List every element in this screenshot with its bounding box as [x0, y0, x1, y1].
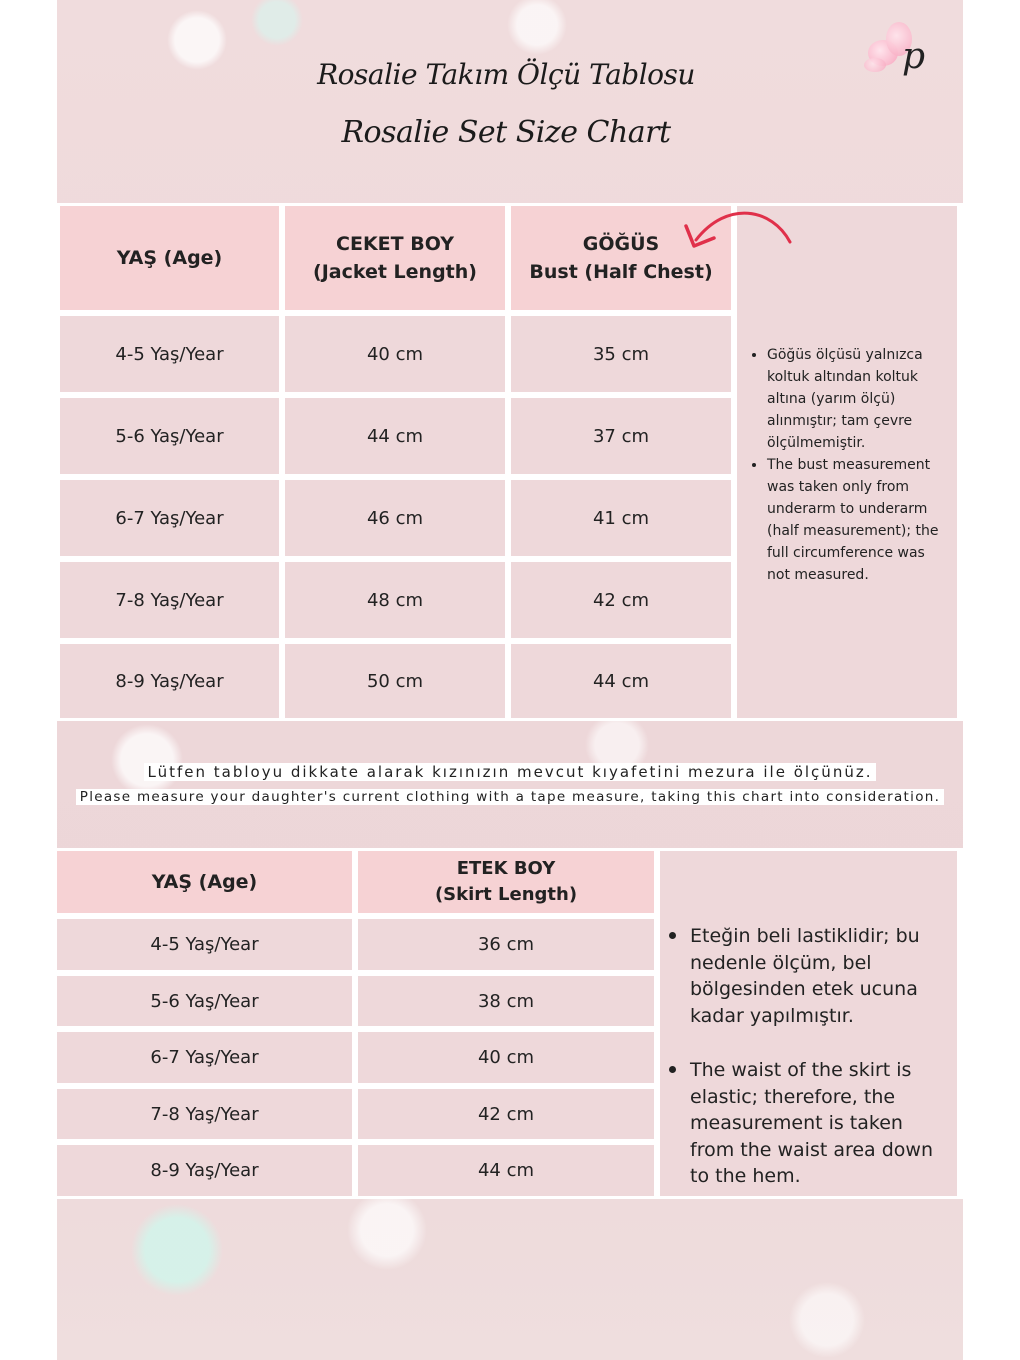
skirt-note-tr: • Eteğin beli lastiklidir; bu nedenle ölçüm, bel bölgesinden etek ucuna kadar yapılmıştır.	[690, 921, 941, 1029]
table-row-cell: 35 cm	[511, 316, 731, 392]
header-jacket-length-label: CEKET BOY (Jacket Length)	[313, 233, 477, 283]
table-row-cell: 44 cm	[511, 644, 731, 718]
table-row-cell: 6-7 Yaş/Year	[60, 480, 279, 556]
skirt-note-en: • The waist of the skirt is elastic; therefore, the measurement is taken from the waist area down to the hem.	[690, 1055, 941, 1190]
table-row-cell: 40 cm	[358, 1032, 654, 1083]
bust-note-en: • The bust measurement was taken only from underarm to underarm (half measurement); the full circumference was not measured.	[767, 454, 949, 586]
jacket-size-table	[57, 203, 963, 721]
instruction-en	[57, 789, 963, 805]
table-row-cell: 44 cm	[358, 1145, 654, 1196]
header-age	[57, 851, 352, 913]
table-row-cell: 7-8 Yaş/Year	[60, 562, 279, 638]
size-chart-page	[57, 0, 963, 1360]
table-row-cell: 37 cm	[511, 398, 731, 474]
table-row-cell: 6-7 Yaş/Year	[57, 1032, 352, 1083]
curved-arrow-icon	[672, 200, 797, 260]
table-row-cell: 44 cm	[285, 398, 505, 474]
table-row-cell: 42 cm	[358, 1089, 654, 1139]
instruction-tr	[57, 763, 963, 781]
instruction-en-text: Please measure your daughter's current clothing with a tape measure, taking this chart into consideration.	[76, 789, 944, 805]
header-age-label: YAŞ (Age)	[116, 247, 223, 269]
header-jacket-length	[285, 206, 505, 310]
header-age-label: YAŞ (Age)	[151, 871, 258, 893]
bust-note-tr: • Göğüs ölçüsü yalnızca koltuk altından koltuk altına (yarım ölçü) alınmıştır; tam çevre ölçülmemiştir.	[767, 344, 949, 454]
logo-letter: p	[902, 36, 926, 77]
table-row-cell: 8-9 Yaş/Year	[57, 1145, 352, 1196]
table-row-cell: 5-6 Yaş/Year	[57, 976, 352, 1026]
table-row-cell: 40 cm	[285, 316, 505, 392]
header-skirt-length	[358, 851, 654, 913]
bust-note	[737, 206, 957, 718]
table-row-cell: 7-8 Yaş/Year	[57, 1089, 352, 1139]
skirt-note	[660, 851, 957, 1196]
table-row-cell: 8-9 Yaş/Year	[60, 644, 279, 718]
table-row-cell: 50 cm	[285, 644, 505, 718]
table-row-cell: 46 cm	[285, 480, 505, 556]
table-row-cell: 4-5 Yaş/Year	[57, 919, 352, 970]
table-row-cell: 36 cm	[358, 919, 654, 970]
instruction-tr-text: Lütfen tabloyu dikkate alarak kızınızın mevcut kıyafetini mezura ile ölçünüz.	[144, 763, 877, 781]
title-english: Rosalie Set Size Chart	[341, 115, 671, 150]
header-age	[60, 206, 279, 310]
table-row-cell: 48 cm	[285, 562, 505, 638]
table-row-cell: 41 cm	[511, 480, 731, 556]
header-bust-label: GÖĞÜS Bust (Half Chest)	[529, 233, 713, 283]
table-row-cell: 4-5 Yaş/Year	[60, 316, 279, 392]
butterfly-logo	[862, 18, 932, 88]
table-row-cell: 5-6 Yaş/Year	[60, 398, 279, 474]
table-row-cell: 38 cm	[358, 976, 654, 1026]
header-skirt-length-label: ETEK BOY (Skirt Length)	[434, 858, 578, 905]
table-row-cell: 42 cm	[511, 562, 731, 638]
title-turkish: Rosalie Takım Ölçü Tablosu	[317, 58, 695, 91]
skirt-size-table	[57, 848, 963, 1199]
